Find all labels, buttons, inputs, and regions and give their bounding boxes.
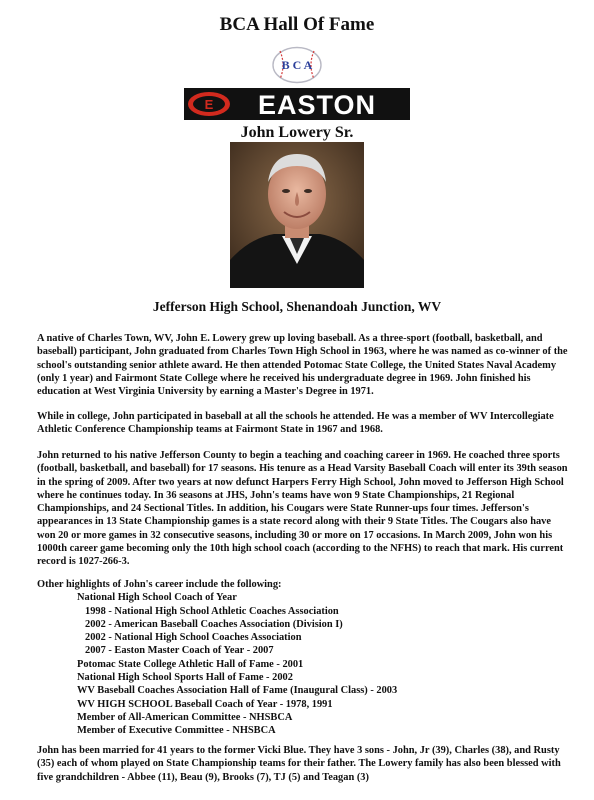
list-item: WV HIGH SCHOOL Baseball Coach of Year - 1978, 1991 bbox=[77, 698, 333, 710]
bca-baseball-logo bbox=[271, 46, 323, 84]
list-item: Member of Executive Committee - NHSBCA bbox=[77, 725, 276, 737]
list-item: Potomac State College Athletic Hall of Fame - 2001 bbox=[77, 658, 304, 670]
list-item: National High School Coach of Year bbox=[77, 592, 237, 604]
list-item: WV Baseball Coaches Association Hall of Fame (Inaugural Class) - 2003 bbox=[77, 685, 398, 697]
list-item: 1998 - National High School Athletic Coaches Association bbox=[85, 605, 339, 617]
bio-paragraph-college bbox=[37, 410, 572, 437]
easton-emblem-letter: E bbox=[204, 97, 214, 112]
inductee-school: Jefferson High School, Shenandoah Junction, WV bbox=[152, 299, 442, 314]
page-title: BCA Hall Of Fame bbox=[219, 14, 375, 35]
easton-wordmark: EASTON bbox=[257, 90, 377, 120]
bca-logo-text: B C A bbox=[281, 58, 313, 72]
bio-paragraph-coaching-career bbox=[37, 449, 572, 569]
list-item: National High School Sports Hall of Fame - 2002 bbox=[77, 672, 293, 684]
bio-paragraph-text: While in college, John participated in baseball at all the schools he attended. He was a member of WV Intercollegiate Athletic Conference Championship teams at Fairmont State in 1967 and 1968. bbox=[37, 411, 554, 436]
portrait-photo bbox=[230, 142, 364, 288]
easton-logo bbox=[184, 88, 410, 120]
bio-paragraph-family bbox=[37, 744, 572, 784]
list-item: 2002 - American Baseball Coaches Association (Division I) bbox=[85, 618, 343, 630]
bio-paragraph-text: John returned to his native Jefferson County to begin a teaching and coaching career in 1969. He coached three sports (football, basketball, and baseball) for 17 seasons. His tenure as a Head Varsity Baseball Coach will enter its 39th season in the spring of 2009. After two years at now defunct Harpers Ferry High School, John moved to Jefferson High School where he continues today. In 36 seasons at JHS, John's teams have won 9 State Championships, 21 Regional Championships, and 24 Sectional Titles. In addition, his Cougars were State Runner-ups four times. Jefferson's appearances in 13 State Championship games is a state record along with their 9 State Titles. The Cougars also have won 20 or more games in 32 consecutive seasons, including 30 or more on 17 occasions. In March 2009, John won his 1000th career game becoming only the 10th high school coach (according to the NFHS) to reach that mark. His current record is 1027-266-3. bbox=[37, 450, 568, 568]
bio-paragraph-early-life bbox=[37, 332, 572, 398]
highlights-list bbox=[37, 591, 572, 737]
bio-paragraph-text: A native of Charles Town, WV, John E. Lowery grew up loving baseball. As a three-sport (football, basketball, and baseball) participant, John graduated from Charles Town High School in 1963, where he was named as co-winner of the school's outstanding senior athlete award. He then attended Potomac State College, the United States Naval Academy (only 1 year) and Fairmont State College where he received his undergraduate degree in 1969. John finished his education at West Virginia University by earning a Master's Degree in 1971. bbox=[37, 333, 568, 398]
inductee-name: John Lowery Sr. bbox=[240, 124, 354, 141]
list-item: 2002 - National High School Coaches Association bbox=[85, 632, 302, 644]
list-item: 2007 - Easton Master Coach of Year - 2007 bbox=[85, 645, 274, 657]
career-highlights bbox=[37, 578, 572, 738]
list-item: Member of All-American Committee - NHSBCA bbox=[77, 711, 293, 723]
highlights-intro: Other highlights of John's career include the following: bbox=[37, 579, 282, 590]
bio-paragraph-text: John has been married for 41 years to the former Vicki Blue. They have 3 sons - John, Jr (39), Charles (38), and Rusty (35) each of whom played on State Championship teams for their father. The Lowery family has also been blessed with five grandchildren - Abbee (11), Beau (9), Brooks (7), TJ (5) and Teagan (3) bbox=[37, 745, 561, 783]
